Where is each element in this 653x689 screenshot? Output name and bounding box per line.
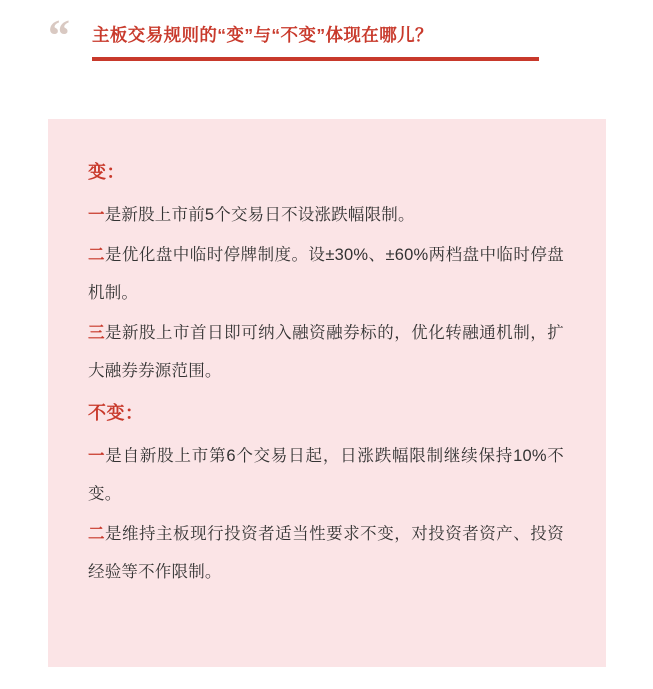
list-item-text: 是优化盘中临时停牌制度。设±30%、±60%两档盘中临时停盘机制。 — [88, 246, 564, 302]
list-item-marker: 三 — [88, 324, 106, 342]
quote-mark-icon: “ — [48, 11, 68, 60]
section-heading-unchanged: 不变： — [88, 403, 144, 423]
list-item-text: 是新股上市首日即可纳入融资融券标的，优化转融通机制，扩大融券券源范围。 — [88, 324, 564, 380]
section-heading-changes: 变： — [88, 162, 125, 182]
list-item-marker: 一 — [88, 206, 105, 224]
list-item-text: 是自新股上市第6个交易日起，日涨跌幅限制继续保持10%不变。 — [88, 447, 564, 503]
list-item-marker: 二 — [88, 246, 105, 264]
section-unchanged — [88, 398, 564, 591]
page-title: 主板交易规则的“变”与“不变”体现在哪儿？ — [92, 25, 433, 45]
list-item — [88, 437, 564, 513]
list-item — [88, 515, 564, 591]
list-item-text: 是新股上市前5个交易日不设涨跌幅限制。 — [104, 206, 415, 224]
list-item — [88, 236, 564, 312]
content-card — [48, 119, 606, 667]
document-header — [0, 0, 653, 88]
section-changes — [88, 157, 564, 390]
list-item — [88, 196, 564, 234]
title-block — [92, 22, 592, 61]
list-item — [88, 314, 564, 390]
title-underline — [92, 57, 539, 61]
list-item-text: 是维持主板现行投资者适当性要求不变，对投资者资产、投资经验等不作限制。 — [88, 525, 564, 581]
list-item-marker: 二 — [88, 525, 106, 543]
list-item-marker: 一 — [88, 447, 106, 465]
